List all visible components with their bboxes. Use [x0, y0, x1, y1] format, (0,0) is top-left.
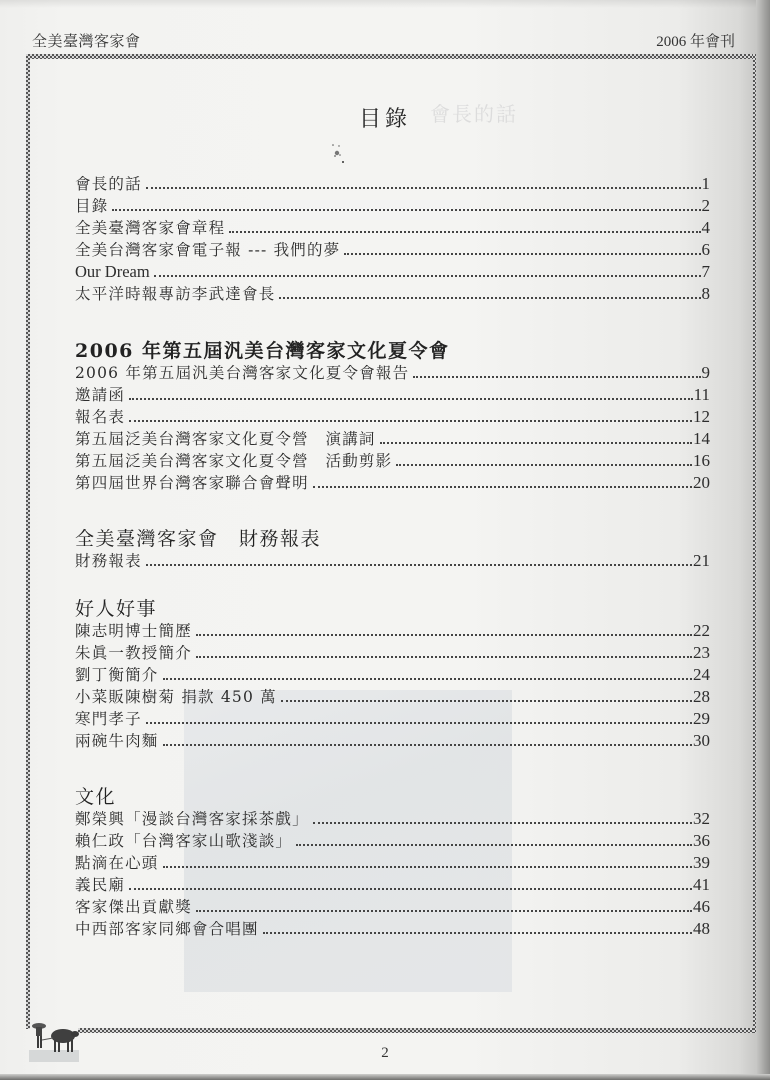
- toc-entry[interactable]: [75, 239, 710, 261]
- toc-entry-page: 30: [693, 731, 710, 750]
- page-title: 目錄: [358, 107, 411, 132]
- dot-leader: [163, 678, 692, 680]
- page-binding-edge: [756, 0, 770, 1080]
- toc-entry-page: 6: [701, 240, 710, 259]
- toc-front-matter: [75, 173, 710, 305]
- section-heading-good-deeds: 好人好事: [75, 598, 158, 620]
- toc-entry-title: 全美臺灣客家會章程: [75, 219, 226, 237]
- toc-entry[interactable]: [75, 472, 710, 494]
- scan-shadow: [0, 0, 770, 8]
- toc-entry-page: 36: [693, 831, 710, 850]
- toc-entry[interactable]: [75, 620, 710, 642]
- toc-entry-title: 第五屆泛美台灣客家文化夏令營 活動剪影: [75, 452, 393, 470]
- toc-entry-title: 財務報表: [75, 552, 142, 570]
- toc-entry-page: 11: [693, 385, 710, 404]
- section-heading-summer-camp: 2006 年第五屆汎美台灣客家文化夏令會: [75, 340, 450, 362]
- dot-leader: [163, 744, 692, 746]
- toc-section-good-deeds: [75, 620, 710, 752]
- toc-entry-page: 1: [701, 174, 710, 193]
- toc-entry-title: 劉丁衡簡介: [75, 666, 159, 684]
- toc-entry[interactable]: [75, 642, 710, 664]
- dot-leader: [196, 656, 692, 658]
- toc-entry[interactable]: [75, 664, 710, 686]
- toc-entry[interactable]: [75, 261, 710, 283]
- toc-entry[interactable]: [75, 686, 710, 708]
- toc-entry-page: 16: [693, 451, 710, 470]
- toc-entry-page: 4: [701, 218, 710, 237]
- dot-leader: [296, 844, 692, 846]
- header-yearbook: 2006 年會刊: [656, 34, 735, 50]
- toc-entry[interactable]: [75, 428, 710, 450]
- dot-leader: [129, 888, 692, 890]
- toc-entry-page: 22: [693, 621, 710, 640]
- page-number: 2: [381, 1045, 389, 1061]
- toc-entry-title: 小菜販陳樹菊 捐款 450 萬: [75, 688, 277, 706]
- dot-leader: [146, 722, 692, 724]
- dot-leader: [196, 910, 692, 912]
- toc-entry[interactable]: [75, 406, 710, 428]
- toc-entry[interactable]: [75, 217, 710, 239]
- toc-entry-title: 太平洋時報專訪李武達會長: [75, 285, 276, 303]
- header-organization: 全美臺灣客家會: [32, 34, 141, 50]
- toc-entry-title: Our Dream: [75, 262, 150, 281]
- toc-entry[interactable]: [75, 918, 710, 940]
- toc-section-financial-report: [75, 550, 710, 572]
- toc-entry-title: 義民廟: [75, 876, 126, 894]
- toc-entry-title: 中西部客家同鄉會合唱團: [75, 920, 259, 938]
- toc-entry[interactable]: [75, 808, 710, 830]
- dot-leader: [196, 634, 692, 636]
- toc-entry-page: 41: [693, 875, 710, 894]
- toc-entry-title: 客家傑出貢獻獎: [75, 898, 192, 916]
- dot-leader: [129, 420, 692, 422]
- toc-entry-page: 32: [693, 809, 710, 828]
- bleed-through-text: 會長的話: [430, 102, 518, 126]
- toc-entry-title: 邀請函: [75, 386, 126, 404]
- toc-entry[interactable]: [75, 384, 710, 406]
- toc-entry[interactable]: [75, 852, 710, 874]
- frame-border-top: [26, 54, 757, 59]
- dot-leader: [146, 187, 701, 189]
- toc-entry[interactable]: [75, 362, 710, 384]
- frame-border-bottom: [78, 1028, 757, 1033]
- toc-entry[interactable]: [75, 283, 710, 305]
- toc-entry-page: 21: [693, 551, 710, 570]
- toc-entry-title: 第四屆世界台灣客家聯合會聲明: [75, 474, 309, 492]
- dot-leader: [112, 209, 700, 211]
- dot-leader: [129, 398, 693, 400]
- toc-entry-title: 2006 年第五屆汎美台灣客家文化夏令會報告: [75, 364, 410, 382]
- toc-entry-page: 12: [693, 407, 710, 426]
- toc-entry-title: 兩碗牛肉麵: [75, 732, 159, 750]
- toc-entry-page: 46: [693, 897, 710, 916]
- dot-leader: [279, 297, 700, 299]
- toc-entry-page: 48: [693, 919, 710, 938]
- section-heading-culture: 文化: [75, 786, 117, 808]
- toc-entry-page: 28: [693, 687, 710, 706]
- toc-entry[interactable]: [75, 708, 710, 730]
- section-heading-financial-report: 全美臺灣客家會 財務報表: [75, 528, 322, 550]
- ink-speck-icon: [330, 142, 344, 164]
- toc-entry-page: 8: [701, 284, 710, 303]
- toc-entry-title: 鄭榮興「漫談台灣客家採茶戲」: [75, 810, 309, 828]
- toc-entry-page: 7: [701, 262, 710, 281]
- toc-entry-page: 20: [693, 473, 710, 492]
- toc-entry-title: 寒門孝子: [75, 710, 142, 728]
- dot-leader: [313, 822, 692, 824]
- toc-entry-title: 目錄: [75, 197, 109, 215]
- toc-entry-title: 會長的話: [75, 175, 142, 193]
- dot-leader: [380, 442, 692, 444]
- dot-leader: [154, 275, 701, 277]
- toc-section-summer-camp: [75, 362, 710, 494]
- toc-entry-title: 朱眞一教授簡介: [75, 644, 192, 662]
- dot-leader: [146, 564, 692, 566]
- toc-entry[interactable]: [75, 450, 710, 472]
- toc-entry[interactable]: [75, 173, 710, 195]
- dot-leader: [396, 464, 692, 466]
- toc-entry[interactable]: [75, 730, 710, 752]
- dot-leader: [229, 231, 700, 233]
- toc-entry-title: 賴仁政「台灣客家山歌淺談」: [75, 832, 293, 850]
- toc-entry[interactable]: [75, 874, 710, 896]
- frame-border-left: [26, 54, 30, 1029]
- toc-entry[interactable]: [75, 550, 710, 572]
- toc-entry-title: 點滴在心頭: [75, 854, 159, 872]
- toc-entry[interactable]: [75, 195, 710, 217]
- dot-leader: [313, 486, 692, 488]
- toc-entry-title: 第五屆泛美台灣客家文化夏令營 演講詞: [75, 430, 376, 448]
- toc-entry-page: 39: [693, 853, 710, 872]
- toc-entry-page: 9: [701, 363, 710, 382]
- toc-entry-page: 23: [693, 643, 710, 662]
- toc-entry-page: 2: [701, 196, 710, 215]
- toc-entry-page: 24: [693, 665, 710, 684]
- dot-leader: [163, 866, 692, 868]
- dot-leader: [281, 700, 692, 702]
- toc-entry[interactable]: [75, 896, 710, 918]
- toc-entry-title: 報名表: [75, 408, 126, 426]
- dot-leader: [413, 376, 700, 378]
- toc-entry-title: 陳志明博士簡歷: [75, 622, 192, 640]
- dot-leader: [344, 253, 700, 255]
- dot-leader: [263, 932, 692, 934]
- toc-entry-title: 全美台灣客家會電子報 --- 我們的夢: [75, 241, 341, 259]
- toc-entry[interactable]: [75, 830, 710, 852]
- toc-section-culture: [75, 808, 710, 940]
- toc-entry-page: 14: [693, 429, 710, 448]
- scan-bottom-edge: [0, 1074, 770, 1080]
- toc-entry-page: 29: [693, 709, 710, 728]
